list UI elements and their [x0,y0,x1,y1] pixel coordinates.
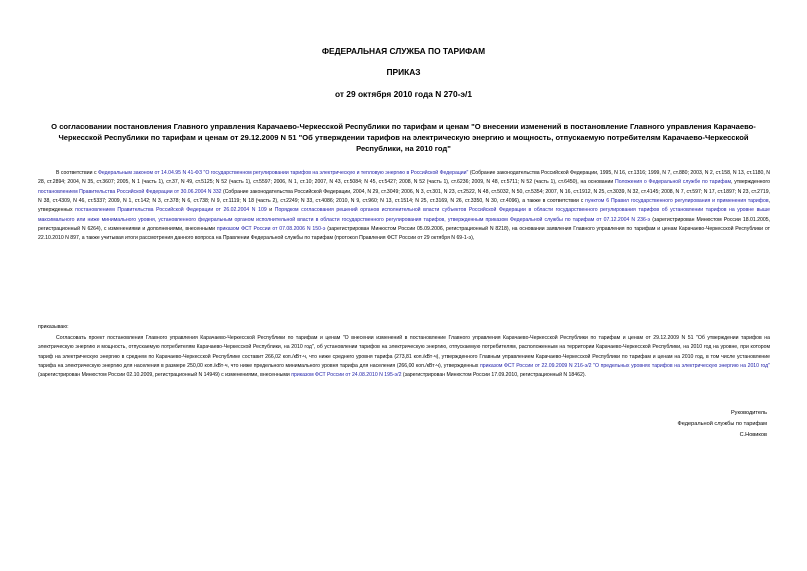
signature-name: С.Новиков [739,431,767,438]
government-decree-109-link[interactable]: постановлением Правительства Российской Федерации от 26.02.2004 N 109 [75,207,267,214]
preamble-text-6: и [266,207,275,214]
resolution-text-3: (зарегистрирован Минюстом России 17.09.2010, регистрационный N 18462). [401,372,586,379]
resolution-paragraph [38,334,770,381]
resolution-text-2: (зарегистрирован Минюстом России 02.10.2009, регистрационный N 14949) с изменениями, внесенными [38,372,292,379]
preamble-text-1: В соответствии с [56,170,98,176]
signature-block [567,408,767,440]
federal-law-link[interactable]: Федеральным законом от 14.04.95 N 41-ФЗ "О государственном регулировании тарифов на электрическую и тепловую энергию в Российской Федерации" [97,170,469,176]
preamble-paragraph [38,169,770,244]
signature-organization: Федеральной службы по тарифам [677,420,767,427]
resolution-text-1: Согласовать проект постановления Главного управления Карачаево-Черкесской Республики по тарифам и ценам "О внесении изменений в постановление Главного управления Карачаево-Черкесской Республики по тарифам и ценам от 29.12.2009 N 51 "Об утверждении тарифов на электрическую энергию и мощность, отпускаемую потребителям Карачаево-Черкесской Республики, на 2010 год", об установлении тарифов на электрическую энергию, отпускаемую потребителям, расположенным на территории Карачаево-Черкесской Республики, на 2010 год на уровне, при котором тариф на электрическую энергию в среднем по Карачаево-Черкесской Республике составит 266,02 коп./кВт·ч, что ниже среднего уровня тарифа (273,81 коп./кВт·ч), утвержденного Главным управлением Карачаево-Черкесской Республики по тарифам и ценам на 2010 год, в том числе установление тарифа на электрическую энергию для населения в размере 250,00 коп./кВт·ч, что ниже предельного минимального уровня тарифа для населения (266,00 коп./кВт·ч), утвержденных [38,335,770,370]
fst-regulation-link[interactable]: Положения о Федеральной службе по тарифам [615,179,731,186]
fst-order-195-link[interactable]: приказом ФСТ России от 24.08.2010 N 195-э/2 [291,372,402,379]
tariff-rules-link[interactable]: пунктом 6 Правил государственного регулирования и применения тарифов [585,198,769,205]
fst-order-150-link[interactable]: приказом ФСТ России от 07.08.2006 N 150-э [216,226,326,233]
preamble-text-8: (зарегистрирован Минюстом России 05.09.2006, регистрационный N 8218), на основании заявления Главного управления по тарифам и ценам Карачаево-Черкесской Республики от 22.10.2010 N 897, а также учитывая итоги рассмотрения данного вопроса на Правлении Федеральной службы по тарифам (протокол Правления ФСТ России от 29 октября N 69-1-э), [38,226,770,242]
approval-procedure-link[interactable]: Порядком согласования решений органов исполнительной власти субъектов Российской Федерации в области государственного регулирования тарифов об установлении тарифов на уровне выше максимального или ниже минимального уровня, установленного федеральным органом исполнительной власти в области государственного регулирования тарифов, утвержденным приказом Федеральной службы по тарифам от 07.12.2004 N 236-э [38,207,770,223]
preamble-text-5: , утвержденных [38,198,771,214]
preamble-text-2: (Собрание законодательства Российской Федерации, 1995, N 16, ст.1316; 1999, N 7, ст.880; 2003, N 2, ст.158, N 13, ст.1180, N 28, ст.2894; 2004, N 35, ст.3607; 2005, N 1 (часть 1), ст.37, N 49, ст.5125; N 52 (часть 1), ст.5597; 2006, N 1, ст.10; 2007, N 43, ст.5084; N 45, ст.5427; 2008, N 52 (часть 1), ст.6236; 2009, N 48, ст.5711; N 52 (часть 1), ст.6450), на основании [38,170,770,186]
document-type-heading: ПРИКАЗ [386,67,421,77]
government-decree-332-link[interactable]: постановлением Правительства Российской Федерации от 30.06.2004 N 332 [38,188,222,195]
preamble-text-3: , утвержденного [731,179,770,186]
signature-position: Руководитель [730,410,767,416]
preamble-text-4: (Собрание законодательства Российской Федерации, 2004, N 29, ст.3049; 2006, N 3, ст.301, N 23, ст.2522, N 48, ст.5032, N 50, ст.5354; 2007, N 16, ст.1912, N 25, ст.3039, N 32, ст.4145; 2008, N 7, ст.597; N 17, ст.1897; N 23, ст.2719, N 38, ст.4309, N 46, ст.5337; 2009, N 1, ст.142; N 3, ст.378; N 6, ст.738; N 9, ст.1119; N 18 (часть 2), ст.2249; N 33, ст.4086; 2010, N 9, ст.960; N 13, ст.1514; N 25, ст.3169, N 26, ст.3350, N 30, ст.4096), а также в соответствии с [38,188,770,205]
agency-heading: ФЕДЕРАЛЬНАЯ СЛУЖБА ПО ТАРИФАМ [321,46,486,56]
preamble-text-7: (зарегистрирован Минюстом России 18.01.2005, регистрационный N 6264), с изменениями и дополнениями, внесенными [38,216,770,233]
document-date-number: от 29 октября 2010 года N 270-э/1 [334,89,473,99]
fst-order-216-link[interactable]: приказом ФСТ России от 22.09.2009 N 216-э/2 "О предельных уровнях тарифов на электрическую энергию на 2010 год" [479,363,771,370]
document-title: О согласовании постановления Главного управления Карачаево-Черкесской Республики по тарифам и ценам "О внесении изменений в постановление Главного управления Карачаево-Черкесской Республики по тарифам и ценам от 29.12.2009 N 51 "Об утверждении тарифов на электрическую энергию и мощность, отпускаемую потребителям Карачаево-Черкесской Республики, на 2010 год" [51,122,756,153]
order-word: приказываю: [38,324,69,330]
